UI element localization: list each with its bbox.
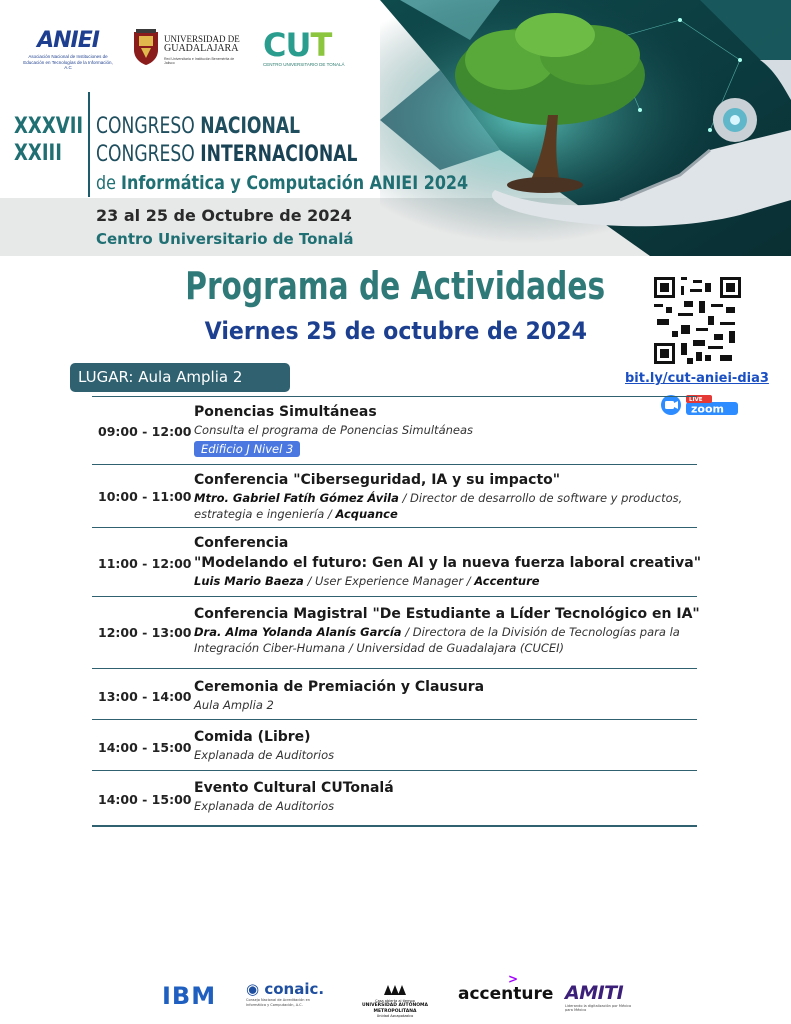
accenture-logo xyxy=(458,972,554,1004)
schedule-title: Conferencia "Ciberseguridad, IA y su impacto" xyxy=(194,472,561,488)
zoom-label: zoom xyxy=(691,402,724,416)
conaic-name: conaic. xyxy=(264,980,325,998)
schedule-time: 13:00 - 14:00 xyxy=(98,689,192,704)
schedule-body xyxy=(194,605,700,656)
cut-logo-mark xyxy=(263,28,355,62)
schedule-title: Ponencias Simultáneas xyxy=(194,404,377,420)
congreso-2-prefix: CONGRESO xyxy=(96,142,195,167)
uam-line1: Casa abierta al tiempo xyxy=(375,999,415,1003)
schedule-title: Ceremonia de Premiación y Clausura xyxy=(194,679,485,695)
schedule-title: Conferencia xyxy=(194,535,289,551)
congreso-1-bold: NACIONAL xyxy=(200,114,301,139)
subtitle-prefix: de xyxy=(96,172,116,194)
uam-logo xyxy=(345,980,445,1018)
zoom-live-badge: LIVE xyxy=(689,397,703,403)
speaker-role: / User Experience Manager / xyxy=(303,574,475,588)
schedule-body xyxy=(194,678,694,713)
udg-line2: GUADALAJARA xyxy=(164,43,239,54)
schedule-title-line2: "Modelando el futuro: Gen AI y la nueva fuerza laboral creativa" xyxy=(194,555,702,571)
uam-line2: UNIVERSIDAD AUTÓNOMA METROPOLITANA xyxy=(362,1003,428,1014)
conaic-q-icon: ◉ xyxy=(246,980,260,998)
schedule-row xyxy=(92,596,700,669)
amiti-caption: Liderando la digitalización por México para México xyxy=(565,1004,632,1012)
uam-line3: Unidad Azcapotzalco xyxy=(376,1014,414,1018)
edition-roman-2: XXIII xyxy=(14,141,62,166)
schedule-row xyxy=(92,719,697,771)
page-title-text: Programa de Actividades xyxy=(185,264,606,308)
speaker-org: Acquance xyxy=(335,507,398,521)
schedule-desc xyxy=(194,624,694,656)
speaker-role: / Director de desarrollo de software y productos, estrategia e ingeniería / xyxy=(194,491,683,521)
cut-mark-left: CU xyxy=(263,26,311,64)
hero-illustration xyxy=(380,0,791,256)
congress-title xyxy=(96,113,357,169)
conaic-logo-mark xyxy=(246,980,326,998)
schedule-time: 10:00 - 11:00 xyxy=(98,489,192,504)
cut-logo xyxy=(263,28,355,72)
program-date-text: Viernes 25 de octubre de 2024 xyxy=(204,317,587,345)
location-badge: LUGAR: Aula Amplia 2 xyxy=(70,363,290,392)
schedule-body xyxy=(194,403,694,458)
schedule-title: Conferencia Magistral "De Estudiante a Líder Tecnológico en IA" xyxy=(194,606,700,622)
building-chip: Edificio J Nivel 3 xyxy=(194,441,300,457)
qr-code-icon[interactable] xyxy=(654,277,741,364)
accenture-name: accenture xyxy=(458,984,554,1004)
schedule-body xyxy=(194,471,694,522)
congress-subtitle xyxy=(96,172,468,194)
speaker-name: Mtro. Gabriel Fatíh Gómez Ávila xyxy=(194,491,399,505)
udg-caption: Red Universitaria e Institución Benemérita de Jalisco xyxy=(164,57,235,65)
schedule-title: Comida (Libre) xyxy=(194,729,311,745)
program-link[interactable]: bit.ly/cut-aniei-dia3 xyxy=(625,371,769,386)
schedule-desc: Explanada de Auditorios xyxy=(194,748,335,762)
ibm-logo: IBM xyxy=(162,982,217,1010)
schedule-row xyxy=(92,396,697,465)
schedule-desc: Consulta el programa de Ponencias Simultáneas xyxy=(194,423,474,437)
schedule-row xyxy=(92,464,697,528)
congreso-1-prefix: CONGRESO xyxy=(96,114,195,139)
speaker-name: Dra. Alma Yolanda Alanís García xyxy=(194,625,402,639)
subtitle-bold: Informática y Computación ANIEI 2024 xyxy=(121,172,469,194)
event-dates: 23 al 25 de Octubre de 2024 xyxy=(96,206,352,225)
amiti-logo xyxy=(565,982,635,1012)
schedule-desc: Explanada de Auditorios xyxy=(194,799,335,813)
cut-mark-right: T xyxy=(310,26,332,64)
schedule-time: 09:00 - 12:00 xyxy=(98,424,192,439)
schedule-body xyxy=(194,534,702,589)
udg-seal-icon xyxy=(132,28,160,66)
schedule-row xyxy=(92,770,697,826)
aniei-logo xyxy=(22,28,114,76)
conaic-caption: Consejo Nacional de Acreditación en Informática y Computación, A.C. xyxy=(246,998,310,1007)
speaker-org: Accenture xyxy=(474,574,540,588)
speaker-role: / Directora de la División de Tecnologías para la Integración Ciber-Humana / Universidad de Guadalajara (CUCEI) xyxy=(194,625,680,655)
schedule-time: 14:00 - 15:00 xyxy=(98,740,192,755)
speaker-name: Luis Mario Baeza xyxy=(194,574,304,588)
schedule-body xyxy=(194,779,694,814)
conaic-logo xyxy=(246,980,326,1007)
schedule-time: 12:00 - 13:00 xyxy=(98,625,192,640)
edition-roman-1: XXXVII xyxy=(14,114,84,139)
congreso-2-bold: INTERNACIONAL xyxy=(200,142,358,167)
edition-numerals xyxy=(14,113,83,167)
schedule-time: 11:00 - 12:00 xyxy=(98,556,192,571)
udg-line1: UNIVERSIDAD DE xyxy=(164,34,240,44)
schedule-end-divider xyxy=(92,825,697,827)
schedule-time: 14:00 - 15:00 xyxy=(98,792,192,807)
schedule-desc xyxy=(194,490,694,522)
schedule-row xyxy=(92,527,702,597)
aniei-logo-caption: Asociación Nacional de Instituciones de Educación en Tecnologías de la Información, A.C xyxy=(23,54,113,70)
event-venue: Centro Universitario de Tonalá xyxy=(96,230,354,248)
accenture-chevron-icon: > xyxy=(508,972,519,986)
schedule-title: Evento Cultural CUTonalá xyxy=(194,780,394,796)
header-divider xyxy=(88,92,90,197)
schedule-row xyxy=(92,668,697,720)
schedule-desc xyxy=(194,573,694,589)
udg-logo xyxy=(132,28,244,70)
amiti-name: AMITI xyxy=(565,982,624,1004)
schedule-desc: Aula Amplia 2 xyxy=(194,698,274,712)
cut-caption: CENTRO UNIVERSITARIO DE TONALÁ xyxy=(263,62,345,67)
aniei-logo-mark: ANIEI xyxy=(37,28,99,53)
uam-mark-icon xyxy=(384,985,406,995)
schedule-body xyxy=(194,728,694,763)
